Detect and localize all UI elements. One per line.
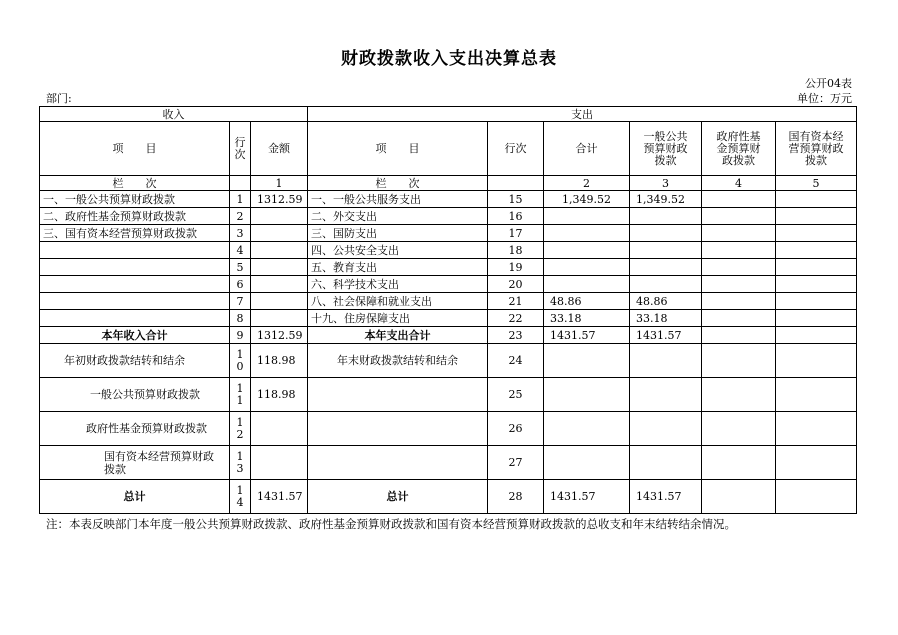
- expense-total: [544, 242, 630, 259]
- carry-row-no: 1 2: [230, 412, 251, 446]
- income-item: 三、国有资本经营预算财政拨款: [40, 225, 230, 242]
- header-row-sections: [40, 107, 857, 122]
- expense-row-no: 25: [488, 378, 544, 412]
- col-index-blank: [488, 176, 544, 191]
- income-amount: [251, 310, 308, 327]
- carry-income-amount: 118.98: [251, 378, 308, 412]
- expense-general: 48.86: [630, 293, 702, 310]
- expense-item: 三、国防支出: [308, 225, 488, 242]
- expense-item: 六、科学技术支出: [308, 276, 488, 293]
- table-row: [40, 191, 857, 208]
- income-grand-total-amount: 1431.57: [251, 480, 308, 514]
- income-item: [40, 293, 230, 310]
- income-item: 二、政府性基金预算财政拨款: [40, 208, 230, 225]
- expense-capital: [776, 191, 857, 208]
- carry-income-item: 国有资本经营预算财政 拨款: [40, 446, 230, 480]
- expense-row-no: 19: [488, 259, 544, 276]
- col-index-2: 2: [544, 176, 630, 191]
- expense-fund: [702, 225, 776, 242]
- expense-row-no: 26: [488, 412, 544, 446]
- expense-fund: [702, 327, 776, 344]
- expense-row-no: 21: [488, 293, 544, 310]
- expense-row-no-header: 行次: [488, 122, 544, 176]
- expense-capital: [776, 310, 857, 327]
- expense-capital: [776, 276, 857, 293]
- year-total-row: [40, 327, 857, 344]
- expense-general: [630, 225, 702, 242]
- income-row-no: 6: [230, 276, 251, 293]
- expense-row-no: 18: [488, 242, 544, 259]
- expense-row-no: 28: [488, 480, 544, 514]
- expense-row-no: 27: [488, 446, 544, 480]
- expense-total: [544, 225, 630, 242]
- income-item: 一、一般公共预算财政拨款: [40, 191, 230, 208]
- expense-general: [630, 208, 702, 225]
- income-item: [40, 259, 230, 276]
- income-item-header: 项 目: [40, 122, 230, 176]
- income-row-no: 8: [230, 310, 251, 327]
- carry-row-no: 1 0: [230, 344, 251, 378]
- income-row-no: 9: [230, 327, 251, 344]
- expense-general: 1,349.52: [630, 191, 702, 208]
- grand-total-row-no: 1 4: [230, 480, 251, 514]
- expense-item: 一、一般公共服务支出: [308, 191, 488, 208]
- page-title: 财政拨款收入支出决算总表: [341, 49, 557, 69]
- expense-row-no: 22: [488, 310, 544, 327]
- income-row-no: 2: [230, 208, 251, 225]
- expense-capital: [776, 242, 857, 259]
- expense-fund: [702, 293, 776, 310]
- expense-item: 四、公共安全支出: [308, 242, 488, 259]
- expense-general: [630, 259, 702, 276]
- table-row: [40, 242, 857, 259]
- table-row: [40, 310, 857, 327]
- expense-row-no: 16: [488, 208, 544, 225]
- income-amount: 1312.59: [251, 191, 308, 208]
- expense-capital: [776, 208, 857, 225]
- carry-expense-item: [308, 446, 488, 480]
- expense-row-no: 20: [488, 276, 544, 293]
- income-grand-total-label: 总计: [40, 480, 230, 514]
- expense-grand-general: 1431.57: [630, 480, 702, 514]
- expense-total: 1,349.52: [544, 191, 630, 208]
- col-index-3: 3: [630, 176, 702, 191]
- budget-summary-table: [39, 106, 857, 514]
- expense-capital: [776, 259, 857, 276]
- income-amount: [251, 276, 308, 293]
- form-number: 公开04表: [805, 77, 852, 90]
- carry-income-item: 政府性基金预算财政拨款: [40, 412, 230, 446]
- expense-item: 二、外交支出: [308, 208, 488, 225]
- col-label-left: 栏 次: [40, 176, 230, 191]
- expense-year-general: 1431.57: [630, 327, 702, 344]
- table-row: [40, 293, 857, 310]
- income-row-no-header: 行 次: [230, 122, 251, 176]
- income-year-total-amount: 1312.59: [251, 327, 308, 344]
- carry-row-no: 1 1: [230, 378, 251, 412]
- unit-label: 单位：万元: [797, 92, 852, 105]
- col-index-5: 5: [776, 176, 857, 191]
- expense-total: 48.86: [544, 293, 630, 310]
- expense-general: [630, 242, 702, 259]
- income-row-no: 7: [230, 293, 251, 310]
- table-row: [40, 276, 857, 293]
- income-item: [40, 276, 230, 293]
- expense-fund: [702, 259, 776, 276]
- col-index-4: 4: [702, 176, 776, 191]
- col-index-blank: [230, 176, 251, 191]
- income-row-no: 4: [230, 242, 251, 259]
- expense-capital: [776, 293, 857, 310]
- expense-year-total: 1431.57: [544, 327, 630, 344]
- table-row: [40, 225, 857, 242]
- expense-total: [544, 259, 630, 276]
- carry-income-item: 年初财政拨款结转和结余: [40, 344, 230, 378]
- carry-row: [40, 446, 857, 480]
- carry-income-amount: [251, 412, 308, 446]
- general-budget-header: 一般公共 预算财政 拨款: [630, 122, 702, 176]
- carry-expense-item: [308, 412, 488, 446]
- expense-row-no: 15: [488, 191, 544, 208]
- income-amount: [251, 208, 308, 225]
- income-row-no: 3: [230, 225, 251, 242]
- expense-fund: [702, 191, 776, 208]
- expense-capital: [776, 225, 857, 242]
- footnote: 注：本表反映部门本年度一般公共预算财政拨款、政府性基金预算财政拨款和国有资本经营预算财政拨款的总收支和年末结转结余情况。: [46, 517, 736, 531]
- expense-item: 五、教育支出: [308, 259, 488, 276]
- income-row-no: 5: [230, 259, 251, 276]
- expense-grand-total-label: 总计: [308, 480, 488, 514]
- table-row: [40, 208, 857, 225]
- income-amount-header: 金额: [251, 122, 308, 176]
- carry-income-amount: 118.98: [251, 344, 308, 378]
- header-row-columns: [40, 122, 857, 176]
- col-index-1: 1: [251, 176, 308, 191]
- income-year-total-label: 本年收入合计: [40, 327, 230, 344]
- expense-capital: [776, 327, 857, 344]
- expense-fund: [702, 310, 776, 327]
- expense-fund: [702, 242, 776, 259]
- grand-total-row: [40, 480, 857, 514]
- income-item: [40, 310, 230, 327]
- expense-year-total-label: 本年支出合计: [308, 327, 488, 344]
- expense-row-no: 17: [488, 225, 544, 242]
- income-header: 收入: [40, 107, 308, 122]
- department-label: 部门:: [46, 92, 72, 105]
- state-capital-header: 国有资本经 营预算财政 拨款: [776, 122, 857, 176]
- expense-fund: [702, 276, 776, 293]
- carry-row-no: 1 3: [230, 446, 251, 480]
- income-amount: [251, 259, 308, 276]
- carry-row: [40, 344, 857, 378]
- income-item: [40, 242, 230, 259]
- expense-row-no: 23: [488, 327, 544, 344]
- expense-total: [544, 276, 630, 293]
- expense-item-header: 项 目: [308, 122, 488, 176]
- column-index-row: [40, 176, 857, 191]
- expense-item: 十九、住房保障支出: [308, 310, 488, 327]
- expense-general: [630, 276, 702, 293]
- carry-expense-item: 年末财政拨款结转和结余: [308, 344, 488, 378]
- table-row: [40, 259, 857, 276]
- expense-row-no: 24: [488, 344, 544, 378]
- expense-total: 33.18: [544, 310, 630, 327]
- carry-row: [40, 412, 857, 446]
- expense-total: [544, 208, 630, 225]
- gov-fund-header: 政府性基 金预算财 政拨款: [702, 122, 776, 176]
- income-amount: [251, 225, 308, 242]
- expense-grand-total: 1431.57: [544, 480, 630, 514]
- income-amount: [251, 293, 308, 310]
- expense-fund: [702, 208, 776, 225]
- expense-total-header: 合计: [544, 122, 630, 176]
- carry-income-amount: [251, 446, 308, 480]
- income-row-no: 1: [230, 191, 251, 208]
- income-amount: [251, 242, 308, 259]
- col-label-right: 栏 次: [308, 176, 488, 191]
- expense-general: 33.18: [630, 310, 702, 327]
- carry-income-item: 一般公共预算财政拨款: [40, 378, 230, 412]
- carry-row: [40, 378, 857, 412]
- expense-header: 支出: [308, 107, 857, 122]
- expense-item: 八、社会保障和就业支出: [308, 293, 488, 310]
- carry-expense-item: [308, 378, 488, 412]
